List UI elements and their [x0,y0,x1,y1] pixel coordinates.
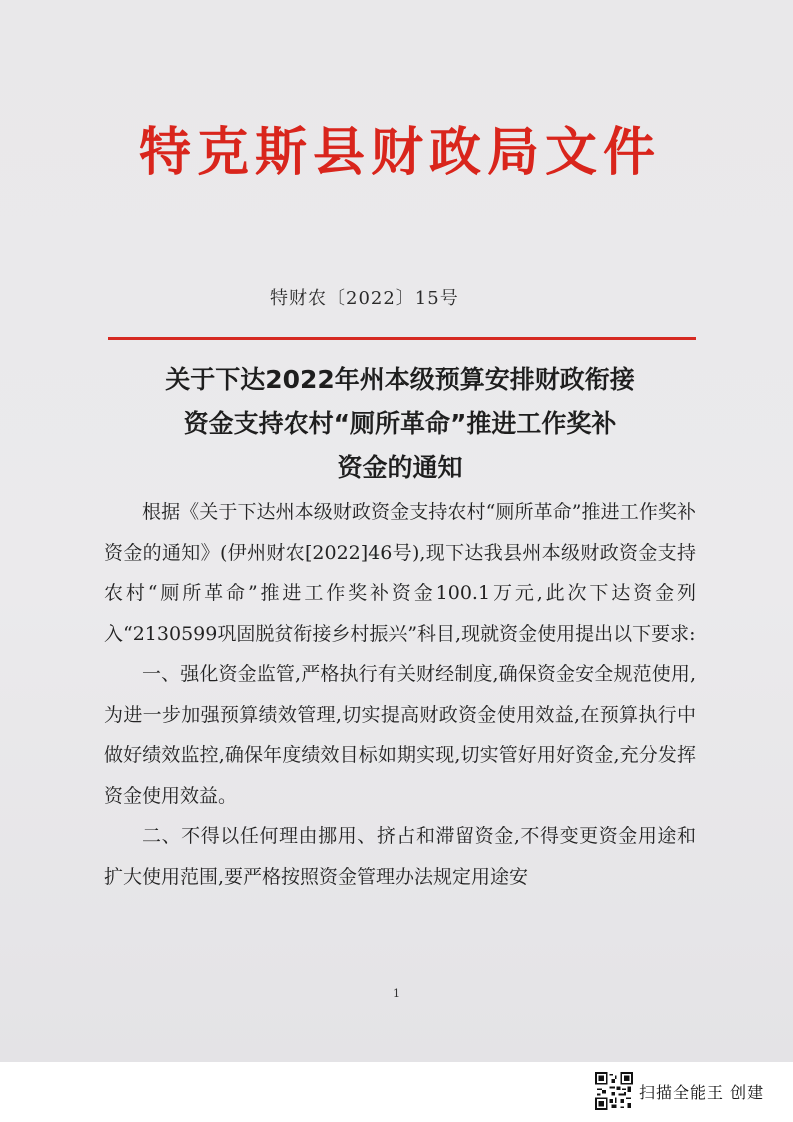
notice-title-line-2: 资金支持农村“厕所革命”推进工作奖补 [183,409,617,438]
notice-title-line-1: 关于下达2022年州本级预算安排财政衔接 [165,365,635,394]
page-number: 1 [393,987,400,1000]
document-number: 特财农〔2022〕15号 [270,288,459,309]
scanner-app-label: 扫描全能王 创建 [639,1082,765,1102]
body-paragraph-intro: 根据《关于下达州本级财政资金支持农村“厕所革命”推进工作奖补资金的通知》(伊州财农[2022]46号),现下达我县州本级财政资金支持农村“厕所革命”推进工作奖补资金100.1万元,此次下达资金列入“2130599巩固脱贫衔接乡村振兴”科目,现就资金使用提出以下要求: [104,501,696,645]
issuer-header-title: 特克斯县财政局文件 [138,122,661,183]
notice-title [110,358,690,490]
notice-title-line-3: 资金的通知 [337,453,463,482]
red-separator-line [108,337,696,340]
body-paragraph-requirement-2: 二、不得以任何理由挪用、挤占和滞留资金,不得变更资金用途和扩大使用范围,要严格按照资金管理办法规定用途安 [104,825,696,888]
qr-code-icon [595,1072,633,1110]
notice-body [104,492,696,897]
scanner-watermark [595,1071,764,1111]
body-paragraph-requirement-1: 一、强化资金监管,严格执行有关财经制度,确保资金安全规范使用,为进一步加强预算绩效管理,切实提高财政资金使用效益,在预算执行中做好绩效监控,确保年度绩效目标如期实现,切实管好用好资金,充分发挥资金使用效益。 [104,663,696,807]
